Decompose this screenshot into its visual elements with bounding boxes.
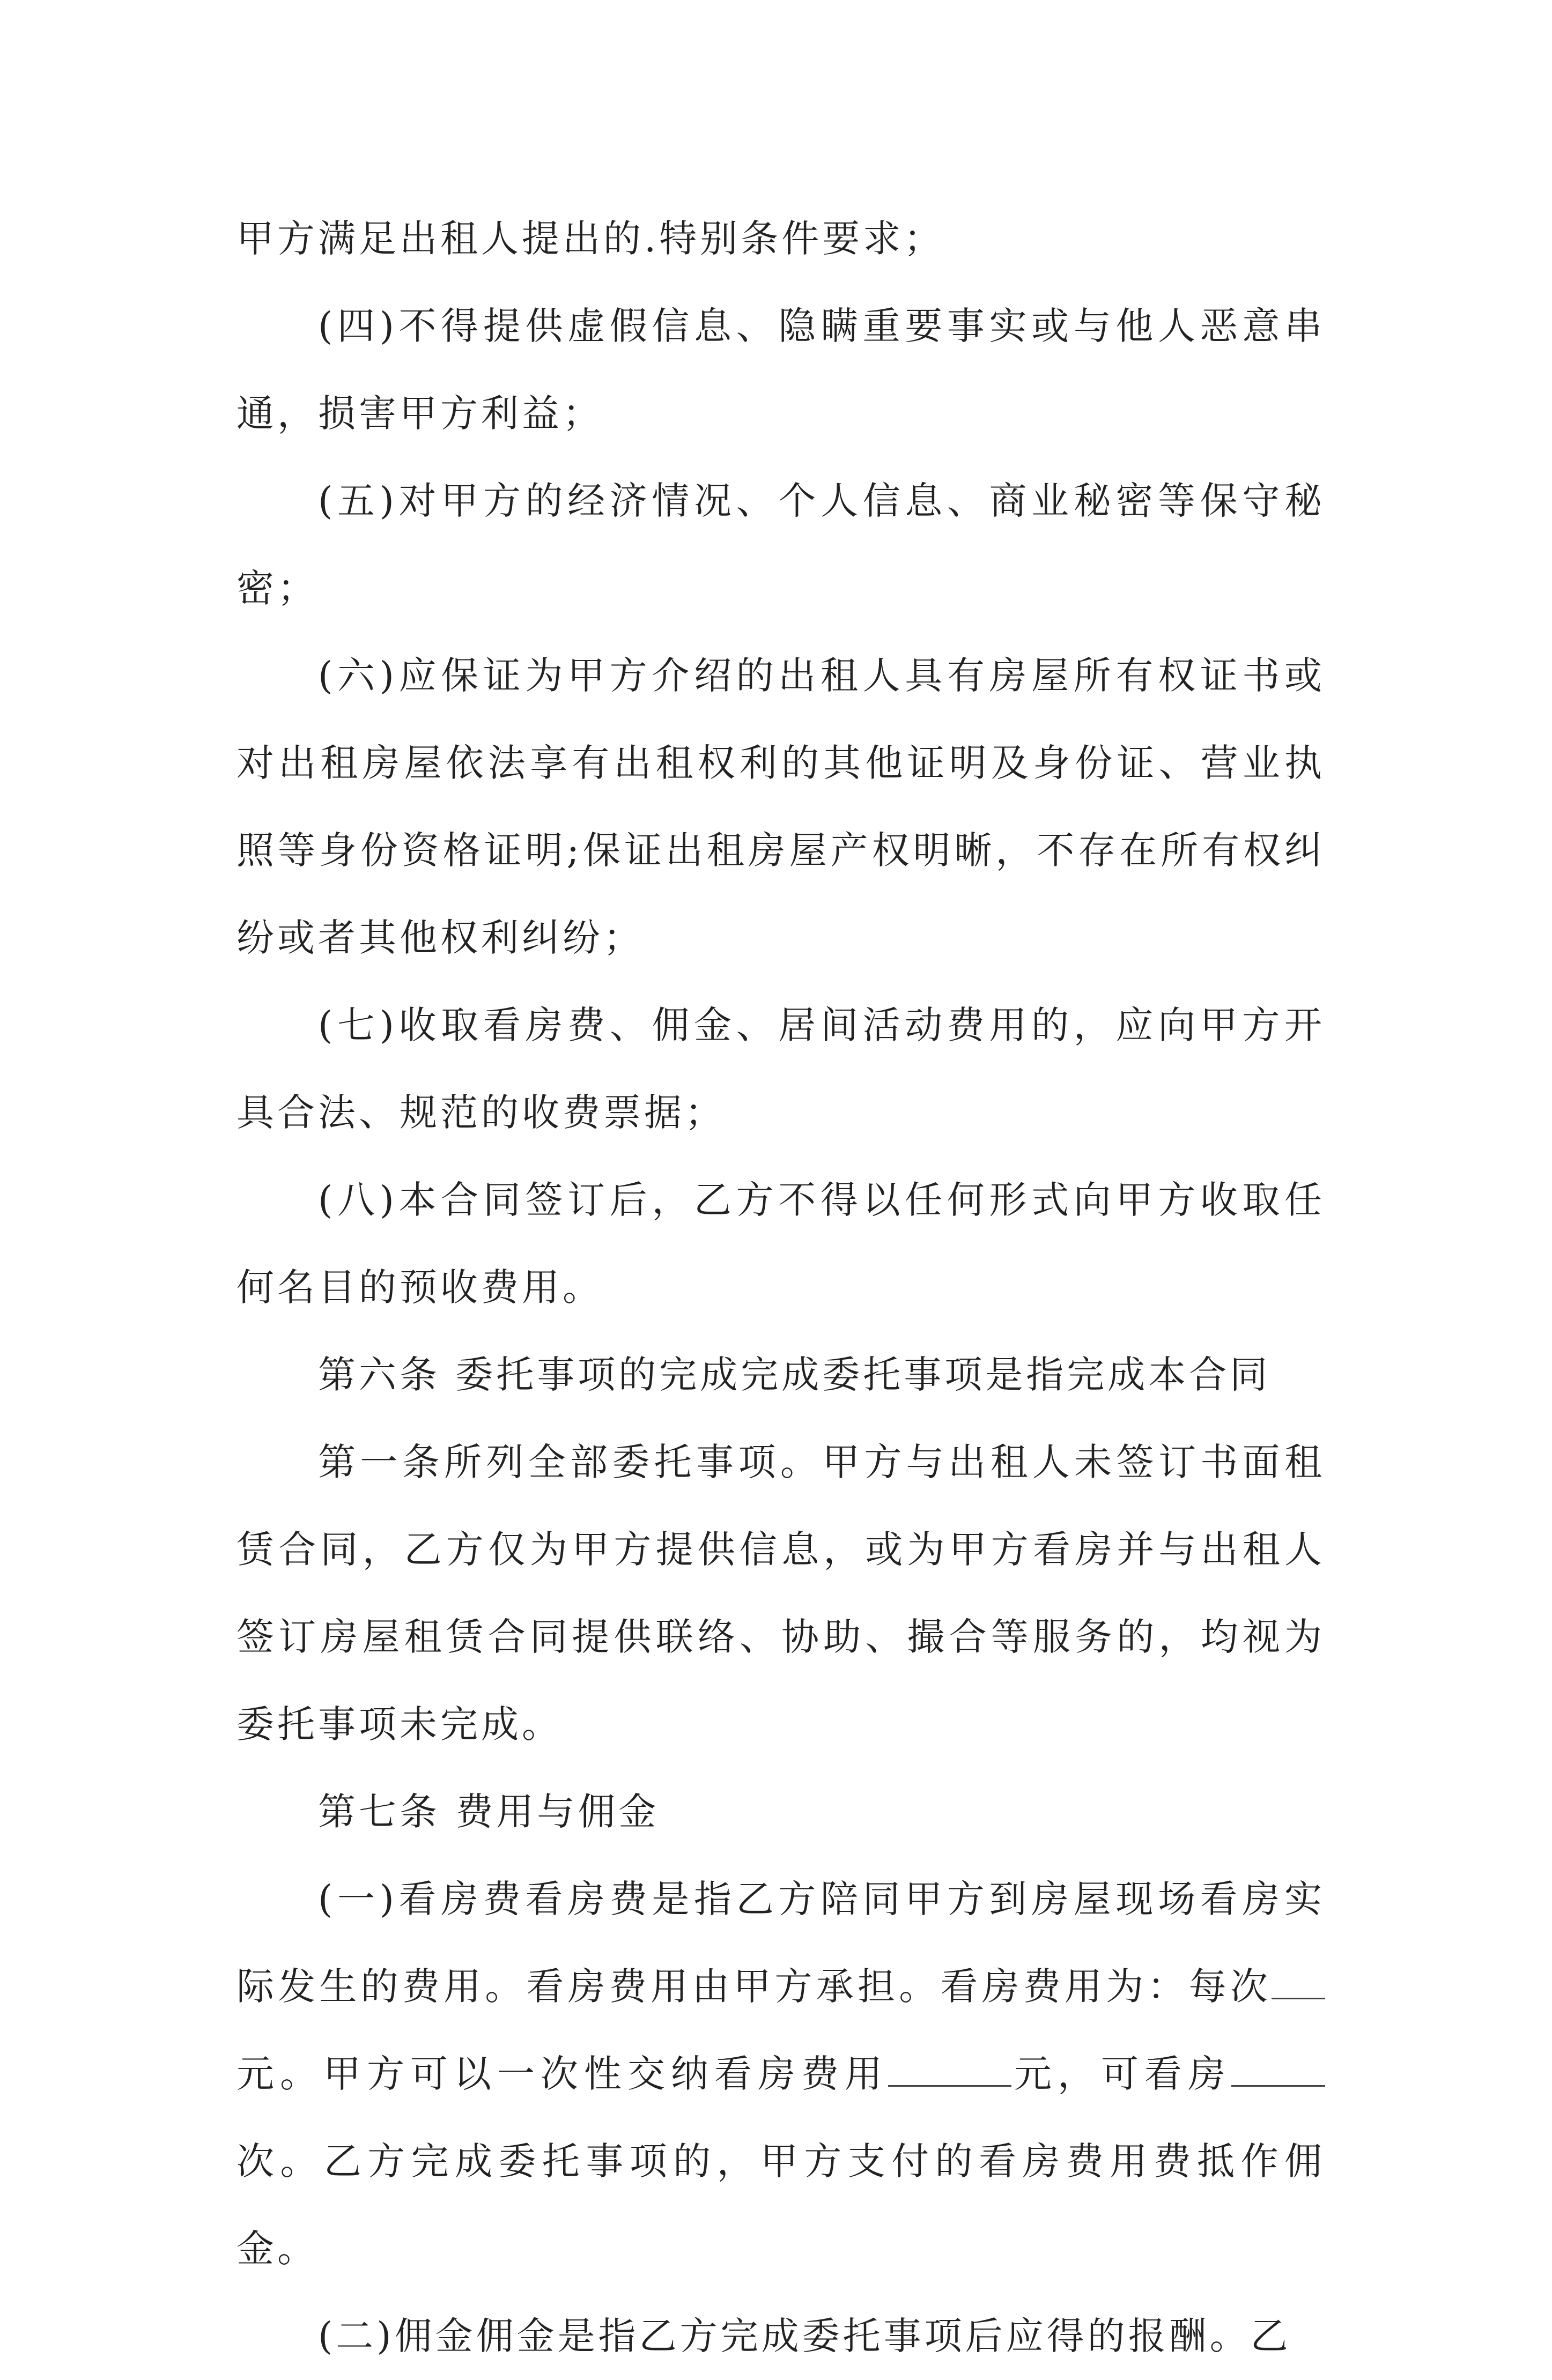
visit-count-blank[interactable] — [1231, 2052, 1325, 2087]
paragraph-item-8: (八)本合同签订后，乙方不得以任何形式向甲方收取任何名目的预收费用。 — [237, 1178, 1325, 1309]
fee-per-visit-blank[interactable] — [1272, 1964, 1325, 1999]
paragraph-item-5: (五)对甲方的经济情况、个人信息、商业秘密等保守秘密； — [237, 479, 1325, 610]
viewing-fee-text-4: 次。乙方完成委托事项的，甲方支付的看房费用费抵作佣金。 — [237, 2139, 1325, 2271]
viewing-fee-text-1: (一)看房费看房费是指乙方陪同甲方到房屋现场看房实际发生的费用。看房费用由甲方承担。看房费用为：每次 — [237, 1877, 1325, 2008]
article-7-heading: 第七条 费用与佣金 — [318, 1790, 660, 1834]
lump-sum-fee-blank[interactable] — [888, 2052, 1011, 2087]
article-6-body: 第一条所列全部委托事项。甲方与出租人未签订书面租赁合同，乙方仅为甲方提供信息，或为甲方看房并与出租人签订房屋租赁合同提供联络、协助、撮合等服务的，均视为委托事项未完成。 — [237, 1440, 1325, 1746]
document-body — [237, 195, 1325, 2380]
article-6-heading: 第六条 委托事项的完成完成委托事项是指完成本合同 — [318, 1353, 1271, 1397]
paragraph-item-4: (四)不得提供虚假信息、隐瞒重要事实或与他人恶意串通，损害甲方利益； — [237, 304, 1325, 435]
paragraph-item-6: (六)应保证为甲方介绍的出租人具有房屋所有权证书或对出租房屋依法享有出租权利的其他证明及身份证、营业执照等身份资格证明;保证出租房屋产权明晰，不存在所有权纠纷或者其他权利纠纷； — [237, 654, 1325, 960]
paragraph-special-conditions: 甲方满足出租人提出的.特别条件要求； — [237, 217, 945, 261]
paragraph-commission: (二)佣金佣金是指乙方完成委托事项后应得的报酬。乙 — [318, 2314, 1291, 2358]
viewing-fee-text-3: 元，可看房 — [1011, 2052, 1231, 2096]
paragraph-item-7: (七)收取看房费、佣金、居间活动费用的，应向甲方开具合法、规范的收费票据； — [237, 1003, 1325, 1135]
paragraph-viewing-fee — [237, 1856, 1325, 2293]
viewing-fee-text-2: 元。甲方可以一次性交纳看房费用 — [237, 2052, 888, 2096]
